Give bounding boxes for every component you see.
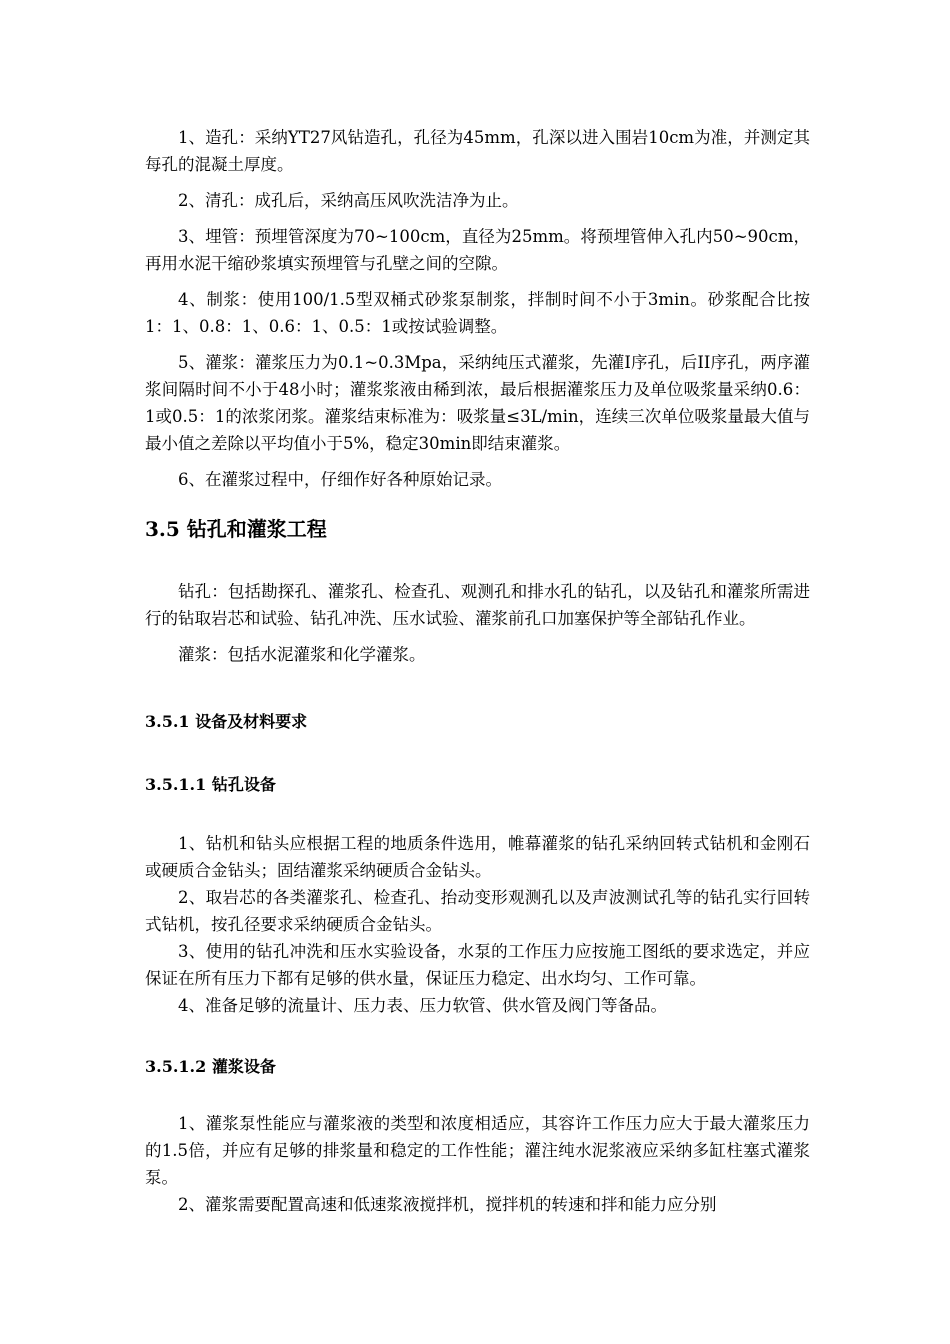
section-heading-3-5-1-2: 3.5.1.2 灌浆设备	[145, 1057, 276, 1076]
step-paragraph-2: 2、清孔：成孔后，采纳高压风吹洗洁净为止。	[178, 191, 519, 210]
step-paragraph-1: 1、造孔：采纳YT27风钻造孔，孔径为45mm，孔深以进入围岩10cm为准，并测定其每孔的混凝土厚度。	[145, 128, 810, 174]
step-paragraph-3: 3、埋管：预埋管深度为70~100cm，直径为25mm。将预埋管伸入孔内50~90cm，再用水泥干缩砂浆填实预埋管与孔壁之间的空隙。	[145, 227, 810, 273]
drilling-definition-paragraph: 钻孔：包括勘探孔、灌浆孔、检查孔、观测孔和排水孔的钻孔，以及钻孔和灌浆所需进行的钻取岩芯和试验、钻孔冲洗、压水试验、灌浆前孔口加塞保护等全部钻孔作业。	[145, 582, 810, 628]
section-heading-3-5-1-1: 3.5.1.1 钻孔设备	[145, 775, 276, 794]
grouting-steps-list	[145, 124, 810, 493]
section-heading-3-5-1: 3.5.1 设备及材料要求	[145, 712, 308, 731]
grouting-equipment-list	[145, 1110, 810, 1218]
drilling-equipment-item-3: 3、使用的钻孔冲洗和压水实验设备，水泵的工作压力应按施工图纸的要求选定，并应保证在所有压力下都有足够的供水量，保证压力稳定、出水均匀、工作可靠。	[145, 942, 810, 988]
drilling-equipment-item-4: 4、准备足够的流量计、压力表、压力软管、供水管及阀门等备品。	[178, 996, 667, 1015]
section-heading-3-5: 3.5 钻孔和灌浆工程	[145, 517, 327, 541]
drilling-equipment-item-2: 2、取岩芯的各类灌浆孔、检查孔、抬动变形观测孔以及声波测试孔等的钻孔实行回转式钻机，按孔径要求采纳硬质合金钻头。	[145, 888, 810, 934]
grouting-equipment-item-2: 2、灌浆需要配置高速和低速浆液搅拌机，搅拌机的转速和拌和能力应分别	[178, 1195, 717, 1214]
section-3-5-body	[145, 578, 810, 668]
step-paragraph-5: 5、灌浆：灌浆压力为0.1~0.3Mpa，采纳纯压式灌浆，先灌I序孔，后II序孔，两序灌浆间隔时间不小于48小时；灌浆浆液由稀到浓，最后根据灌浆压力及单位吸浆量采纳0.6：1或0.5：1的浓浆闭浆。灌浆结束标准为：吸浆量≤3L/min，连续三次单位吸浆量最大值与最小值之差除以平均值小于5%，稳定30min即结束灌浆。	[145, 353, 810, 453]
grouting-equipment-item-1: 1、灌浆泵性能应与灌浆液的类型和浓度相适应，其容许工作压力应大于最大灌浆压力的1.5倍，并应有足够的排浆量和稳定的工作性能；灌注纯水泥浆液应采纳多缸柱塞式灌浆泵。	[145, 1114, 810, 1187]
drilling-equipment-list	[145, 830, 810, 1019]
step-paragraph-4: 4、制浆：使用100/1.5型双桶式砂浆泵制浆，拌制时间不小于3min。砂浆配合比按1：1、0.8：1、0.6：1、0.5：1或按试验调整。	[145, 290, 810, 336]
step-paragraph-6: 6、在灌浆过程中，仔细作好各种原始记录。	[178, 470, 502, 489]
drilling-equipment-item-1: 1、钻机和钻头应根据工程的地质条件选用，帷幕灌浆的钻孔采纳回转式钻机和金刚石或硬质合金钻头；固结灌浆采纳硬质合金钻头。	[145, 834, 810, 880]
grouting-definition-paragraph: 灌浆：包括水泥灌浆和化学灌浆。	[178, 645, 426, 664]
